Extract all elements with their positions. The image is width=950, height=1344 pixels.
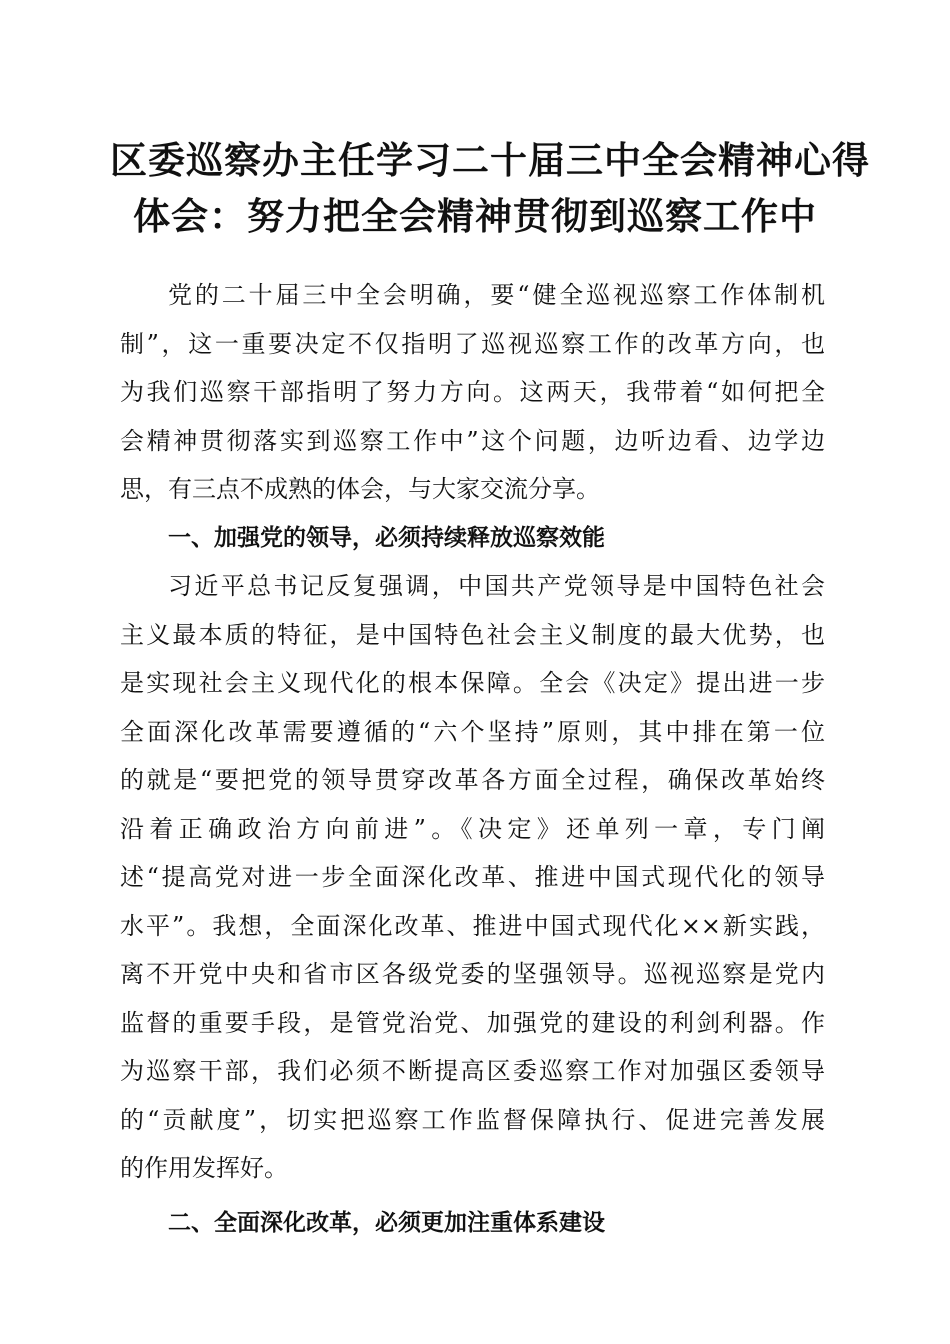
section-heading-2: 二、全面深化改革，必须更加注重体系建设 — [168, 1209, 605, 1236]
paragraph-line: 是实现社会主义现代化的根本保障。全会《决定》提出进一步 — [120, 669, 825, 697]
paragraph-line: 会精神贯彻落实到巡察工作中”这个问题，边听边看、边学边 — [120, 426, 825, 455]
paragraph-line: 的就是“要把党的领导贯穿改革各方面全过程，确保改革始终 — [120, 766, 825, 794]
paragraph-line: 监督的重要手段，是管党治党、加强党的建设的利剑利器。作 — [120, 1008, 825, 1037]
document-body — [120, 271, 825, 1247]
paragraph-line: 离不开党中央和省市区各级党委的坚强领导。巡视巡察是党内 — [120, 960, 825, 988]
document-title — [110, 132, 870, 244]
paragraph-line: 党的二十届三中全会明确，要“健全巡视巡察工作体制机 — [168, 281, 825, 309]
paragraph-line: 为我们巡察干部指明了努力方向。这两天，我带着“如何把全 — [120, 378, 825, 406]
paragraph-line: 主义最本质的特征，是中国特色社会主义制度的最大优势，也 — [120, 620, 825, 649]
paragraph-line: 思，有三点不成熟的体会，与大家交流分享。 — [120, 475, 600, 503]
paragraph-1 — [120, 271, 825, 514]
paragraph-line: 制”，这一重要决定不仅指明了巡视巡察工作的改革方向，也 — [120, 329, 825, 358]
paragraph-line: 的“贡献度”，切实把巡察工作监督保障执行、促进完善发展 — [120, 1105, 825, 1134]
section-heading-1: 一、加强党的领导，必须持续释放巡察效能 — [168, 524, 605, 551]
title-line: 体会：努力把全会精神贯彻到巡察工作中 — [133, 194, 817, 238]
title-line: 区委巡察办主任学习二十届三中全会精神心得 — [110, 138, 870, 182]
paragraph-line: 全面深化改革需要遵循的“六个坚持”原则，其中排在第一位 — [120, 717, 825, 746]
paragraph-line: 为巡察干部，我们必须不断提高区委巡察工作对加强区委领导 — [120, 1057, 825, 1085]
paragraph-2 — [120, 562, 825, 1193]
paragraph-line: 述“提高党对进一步全面深化改革、推进中国式现代化的领导 — [120, 863, 825, 891]
paragraph-line: 习近平总书记反复强调，中国共产党领导是中国特色社会 — [168, 572, 825, 600]
paragraph-line: 沿着正确政治方向前进”。《决定》还单列一章，专门阐 — [120, 814, 825, 843]
paragraph-line: 水平”。我想，全面深化改革、推进中国式现代化××新实践， — [120, 911, 825, 940]
paragraph-line: 的作用发挥好。 — [120, 1154, 288, 1182]
